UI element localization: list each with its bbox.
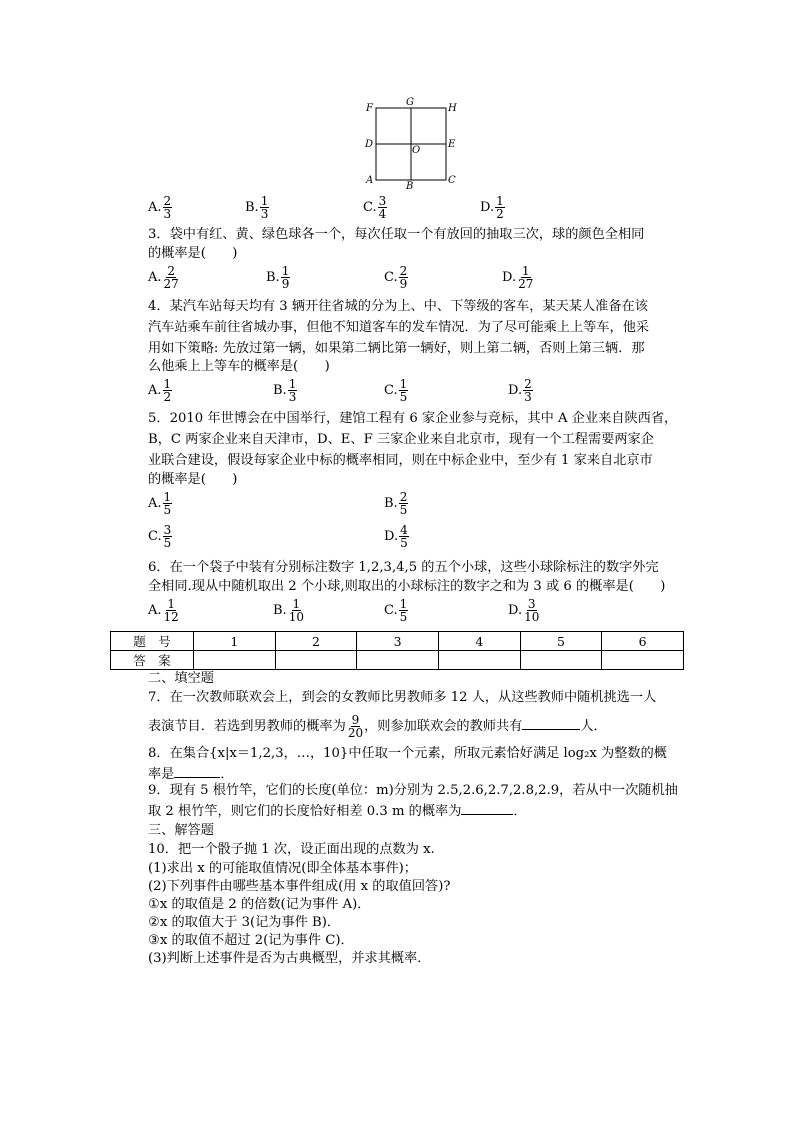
q6-option-c: C. $\frac{1}{5}$ [384,597,408,624]
q10-text-line1: 10．把一个骰子抛 1 次，设正面出现的点数为 x. [148,842,435,857]
label-E: E [448,139,456,150]
q2-option-d: D. $\frac{1}{2}$ [480,194,504,221]
q4-text-line4: 么他乘上上等车的概率是( ) [148,359,330,374]
answer-table-num-1: 1 [194,632,276,651]
q3-text-line1: 3．袋中有红、黄、绿色球各一个，每次任取一个有放回的抽取三次，球的颜色全相同 [148,227,645,242]
q9-text-line1: 9．现有 5 根竹竿，它们的长度(单位：m)分别为 2.5,2.6,2.7,2.8,2.9，若从中一次随机抽 [148,783,678,798]
q5-option-d: D. $\frac{4}{5}$ [384,523,408,550]
answer-table-num-4: 4 [438,632,520,651]
label-B: B [406,181,414,192]
q5-option-c: C. $\frac{3}{5}$ [148,523,172,550]
q7-answer-blank[interactable] [522,717,580,730]
label-G: G [406,97,414,108]
label-D: D [365,139,374,150]
label-O: O [412,145,421,156]
q9-answer-blank[interactable] [461,802,513,815]
answer-table-header-row [111,632,684,651]
q10-text-line7: (3)判断上述事件是否为古典概型，并求其概率． [148,951,431,966]
q10-text-line2: (1)求出 x 的可能取值情况(即全体基本事件)； [148,861,417,876]
q8-answer-blank[interactable] [174,765,220,778]
q6-text-line2: 全相同.现从中随机取出 2 个小球,则取出的小球标注的数字之和为 3 或 6 的概率是( ) [148,579,666,594]
q3-option-c: C. $\frac{2}{9}$ [384,264,408,291]
answer-table-row1-head: 题 号 [111,632,194,651]
section2-title: 二、填空题 [148,671,214,686]
q4-text-line1: 4．某汽车站每天均有 3 辆开往省城的分为上、中、下等级的客车，某天某人准备在该 [148,299,648,314]
q5-option-a: A. $\frac{1}{5}$ [148,490,172,517]
answer-table [110,631,684,670]
answer-table-row2-head: 答 案 [111,651,194,670]
q4-option-b: B. $\frac{1}{3}$ [273,377,297,404]
q3-option-a: A. $\frac{2}{27}$ [148,264,179,291]
section3-title: 三、解答题 [148,823,214,838]
q5-text-line2: B，C 两家企业来自天津市，D、E、F 三家企业来自北京市，现有一个工程需要两家企 [148,432,654,447]
q10-text-line3: (2)下列事件由哪些基本事件组成(用 x 的取值回答)? [148,879,451,894]
q5-text-line1: 5．2010 年世博会在中国举行，建馆工程有 6 家企业参与竞标，其中 A 企业来自陕西省， [148,411,678,426]
q3-option-d: D. $\frac{1}{27}$ [502,264,534,291]
q4-option-c: C. $\frac{1}{5}$ [384,377,408,404]
q5-option-b: B. $\frac{2}{5}$ [384,490,408,517]
q6-option-a: A. $\frac{1}{12}$ [148,597,179,624]
grid-diagram [360,96,470,192]
q2-option-a: A. $\frac{2}{3}$ [148,194,172,221]
answer-table-num-3: 3 [357,632,439,651]
q3-text-line2: 的概率是( ) [148,246,238,261]
answer-cell-3[interactable] [357,651,439,670]
answer-cell-2[interactable] [275,651,357,670]
q3-option-b: B. $\frac{1}{9}$ [266,264,290,291]
q4-option-d: D. $\frac{2}{3}$ [508,377,532,404]
q4-text-line3: 用如下策略: 先放过第一辆，如果第二辆比第一辆好，则上第二辆，否则上第三辆．那 [148,341,645,356]
answer-table-num-2: 2 [275,632,357,651]
q10-text-line5: ②x 的取值大于 3(记为事件 B)． [148,915,341,930]
label-H: H [448,103,457,114]
q7-text-line1: 7．在一次教师联欢会上，到会的女教师比男教师多 12 人，从这些教师中随机挑选一人 [148,690,657,705]
answer-table-num-5: 5 [520,632,602,651]
q2-option-b: B. $\frac{1}{3}$ [245,194,269,221]
q10-text-line4: ①x 的取值是 2 的倍数(记为事件 A)． [148,897,371,912]
answer-cell-1[interactable] [194,651,276,670]
q5-text-line4: 的概率是( ) [148,472,238,487]
q6-option-b: B. $\frac{1}{10}$ [273,597,304,624]
answer-cell-5[interactable] [520,651,602,670]
q8-text-line2: 率是 ． [148,767,234,782]
q7-text-line2: 表演节目．若选到男教师的概率为 $\frac{9}{20}$ ，则参加联欢会的教师共有 人． [148,713,607,740]
answer-cell-6[interactable] [602,651,684,670]
label-C: C [448,175,456,186]
q2-option-c: C. $\frac{3}{4}$ [363,194,387,221]
q6-text-line1: 6．在一个袋子中装有分别标注数字 1,2,3,4,5 的五个小球，这些小球除标注的数字外完 [148,560,659,575]
answer-cell-4[interactable] [438,651,520,670]
q6-option-d: D. $\frac{3}{10}$ [508,597,540,624]
answer-table-answer-row [111,651,684,670]
label-F: F [366,103,373,114]
q4-text-line2: 汽车站乘车前往省城办事，但他不知道客车的发车情况．为了尽可能乘上上等车，他采 [148,320,650,335]
q5-text-line3: 业联合建设，假设每家企业中标的概率相同，则在中标企业中，至少有 1 家来自北京市 [148,453,653,468]
q10-text-line6: ③x 的取值不超过 2(记为事件 C)． [148,933,354,948]
q8-text-line1: 8．在集合{x|x＝1,2,3，…，10}中任取一个元素，所取元素恰好满足 log₂x 为整数的概 [148,746,667,761]
q9-text-line2: 取 2 根竹竿，则它们的长度恰好相差 0.3 m 的概率为 ． [148,804,527,819]
answer-table-num-6: 6 [602,632,684,651]
label-A: A [366,175,374,186]
q4-option-a: A. $\frac{1}{2}$ [148,377,172,404]
